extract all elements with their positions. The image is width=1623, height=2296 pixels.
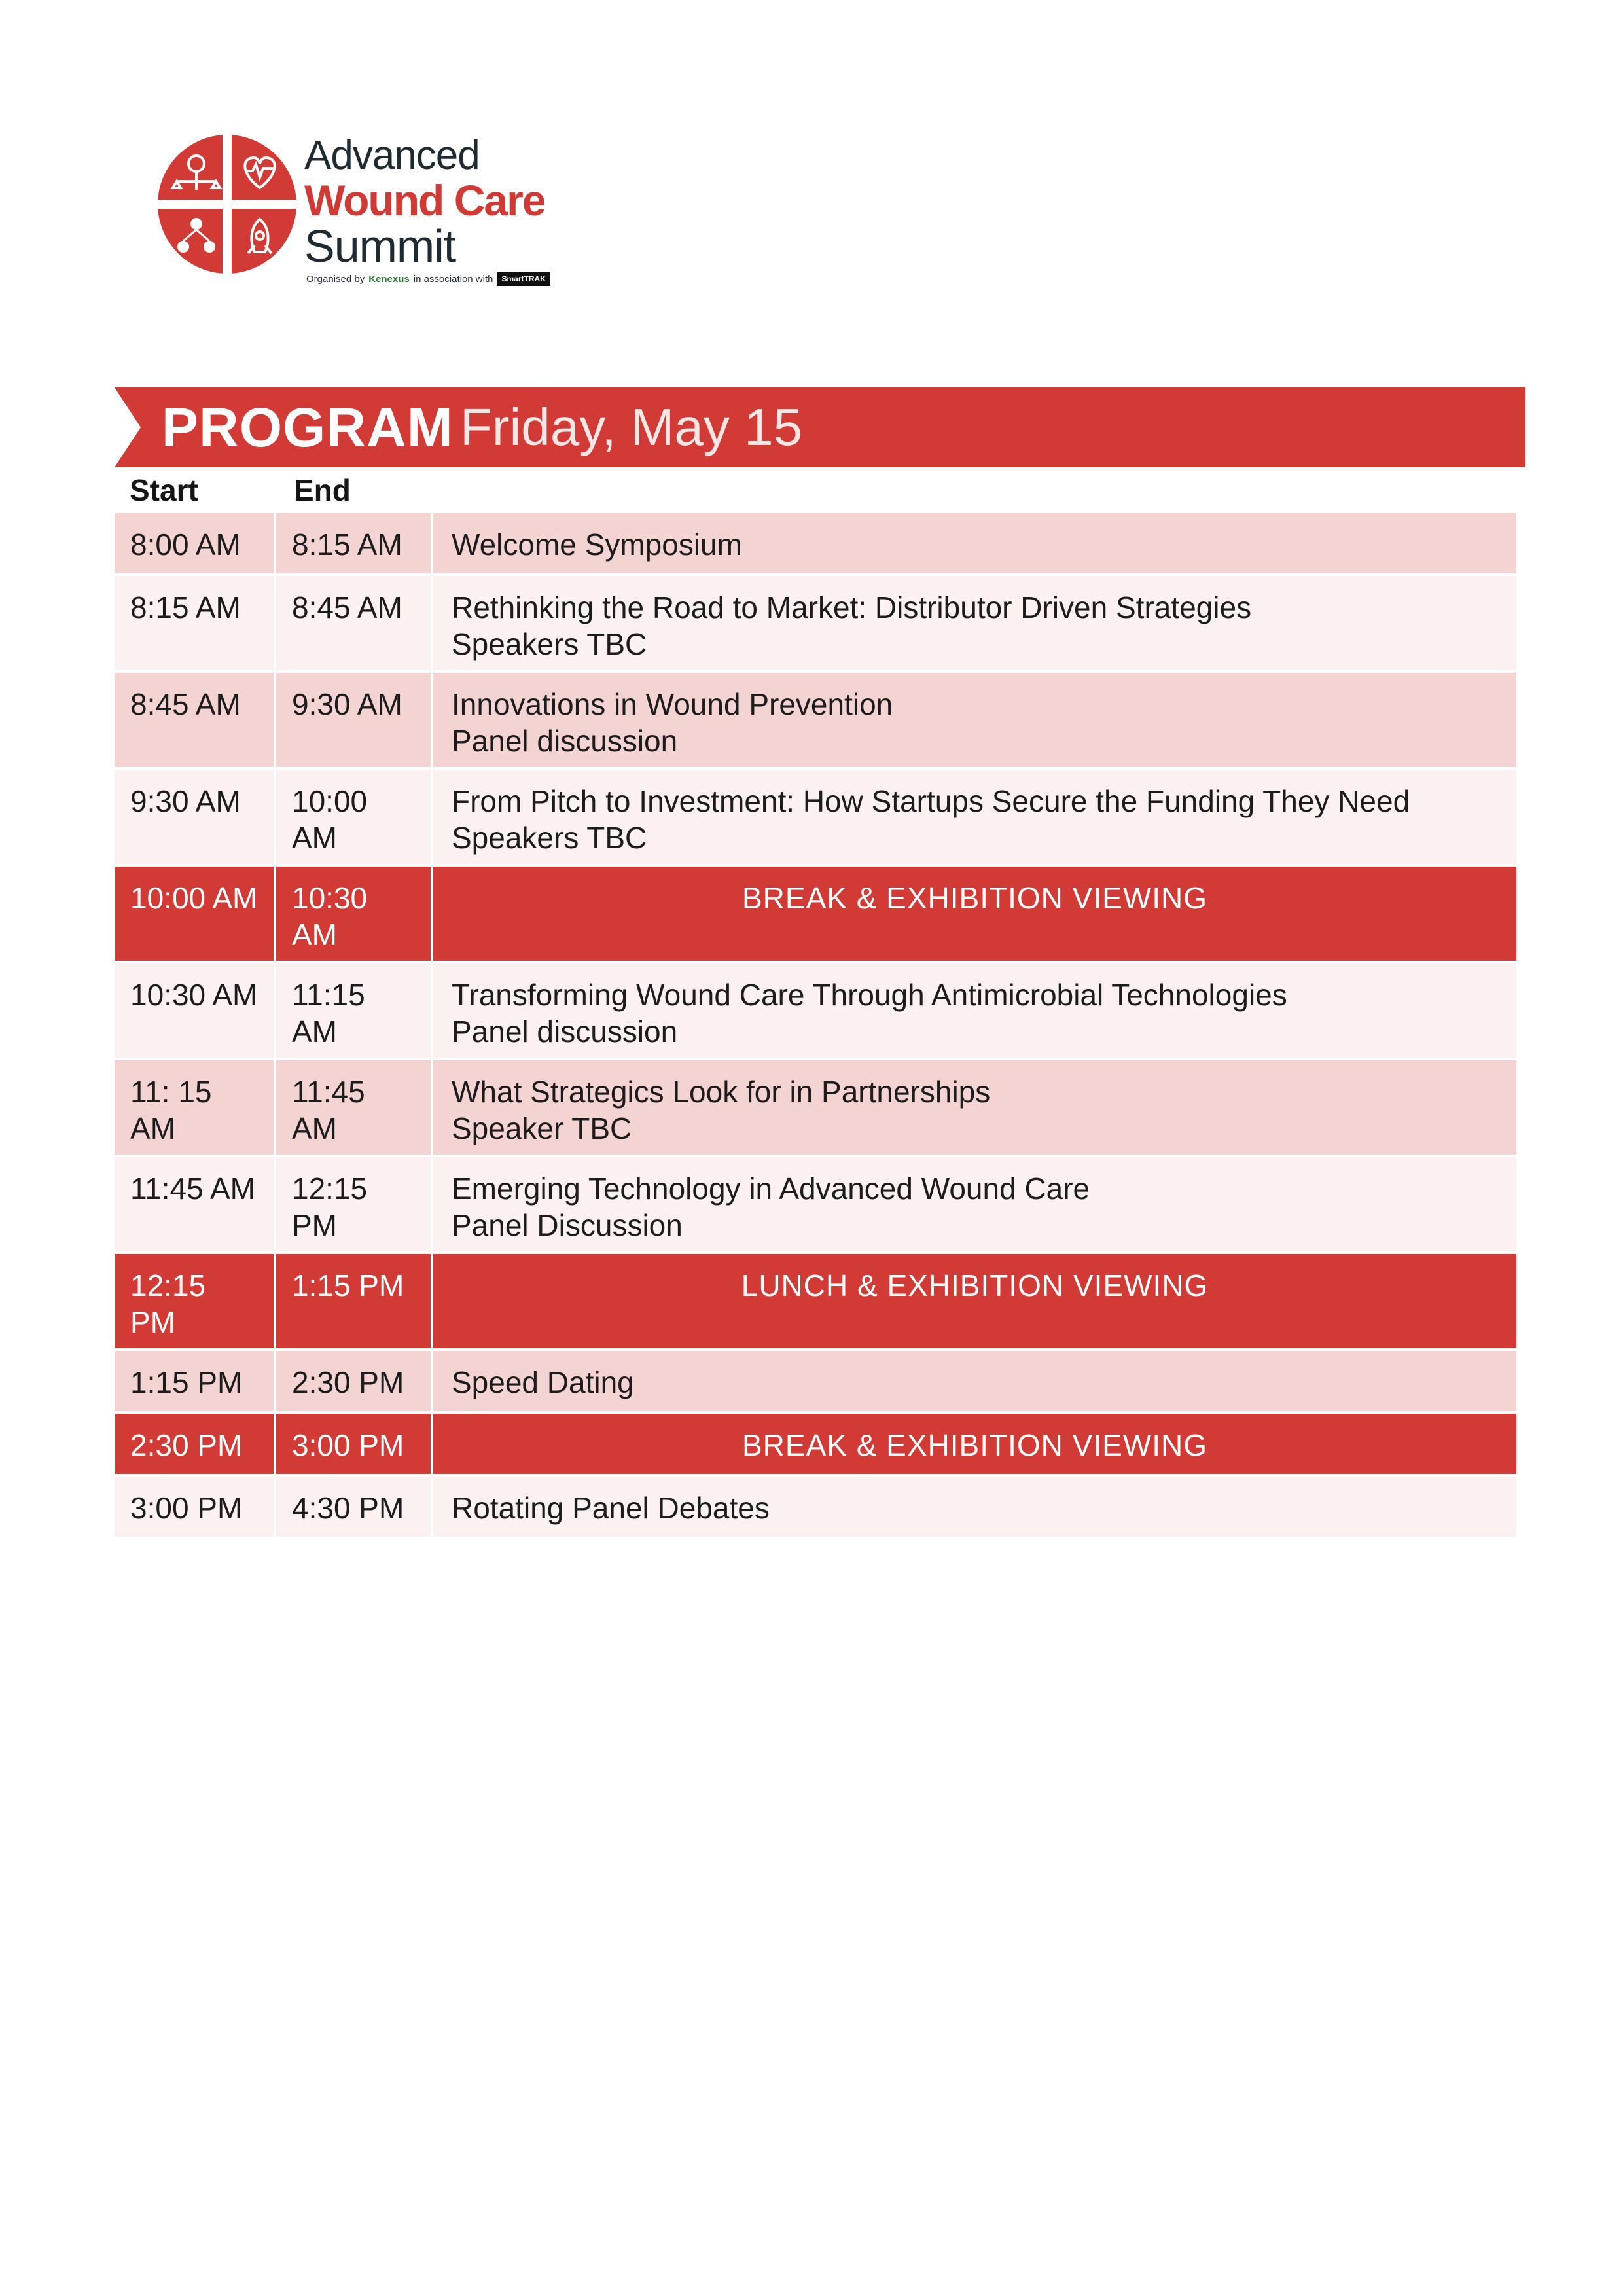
session-row <box>115 1060 1516 1155</box>
session-cell <box>433 1414 1516 1474</box>
session-row <box>115 1351 1516 1411</box>
start-time: 10:30 AM <box>115 963 274 1058</box>
end-time: 2:30 PM <box>276 1351 431 1411</box>
session-row <box>115 673 1516 767</box>
session-cell <box>433 867 1516 961</box>
break-row <box>115 1254 1516 1348</box>
session-title: Welcome Symposium <box>452 528 742 562</box>
end-time: 12:15 PM <box>276 1157 431 1251</box>
session-title: BREAK & EXHIBITION VIEWING <box>741 1428 1207 1462</box>
session-title: What Strategics Look for in Partnerships <box>452 1075 991 1109</box>
column-header-end: End <box>294 473 351 507</box>
session-cell <box>433 1477 1516 1537</box>
session-cell <box>433 1351 1516 1411</box>
end-time: 8:15 AM <box>276 513 431 573</box>
program-banner <box>115 387 1525 467</box>
session-subtitle: Speakers TBC <box>452 821 647 855</box>
session-row <box>115 576 1516 670</box>
logo-line-summit: Summit <box>304 221 456 272</box>
session-title: BREAK & EXHIBITION VIEWING <box>741 881 1207 915</box>
break-row <box>115 867 1516 961</box>
end-time: 9:30 AM <box>276 673 431 767</box>
start-time: 2:30 PM <box>115 1414 274 1474</box>
session-row <box>115 1157 1516 1251</box>
start-time: 3:00 PM <box>115 1477 274 1537</box>
session-cell <box>433 1254 1516 1348</box>
end-time: 10:30 AM <box>276 867 431 961</box>
end-time: 4:30 PM <box>276 1477 431 1537</box>
start-time: 8:00 AM <box>115 513 274 573</box>
session-title: Emerging Technology in Advanced Wound Care <box>452 1172 1090 1206</box>
end-time: 11:45 AM <box>276 1060 431 1155</box>
session-title: LUNCH & EXHIBITION VIEWING <box>741 1268 1209 1302</box>
association-label: in association with <box>413 273 493 285</box>
logo-line-advanced: Advanced <box>304 133 480 178</box>
session-title: From Pitch to Investment: How Startups Secure the Funding They Need <box>452 784 1410 818</box>
session-subtitle: Speaker TBC <box>452 1111 632 1145</box>
schedule-table <box>115 513 1516 1539</box>
program-date: Friday, May 15 <box>460 398 803 456</box>
session-subtitle: Panel discussion <box>452 724 678 758</box>
partner-logo: SmartTRAK <box>497 272 550 286</box>
start-time: 12:15 PM <box>115 1254 274 1348</box>
end-time: 3:00 PM <box>276 1414 431 1474</box>
start-time: 11:45 AM <box>115 1157 274 1251</box>
end-time: 1:15 PM <box>276 1254 431 1348</box>
session-subtitle: Panel discussion <box>452 1014 678 1049</box>
session-cell <box>433 576 1516 670</box>
session-cell <box>433 673 1516 767</box>
program-title: PROGRAM <box>162 397 454 458</box>
organiser-line <box>306 272 550 286</box>
session-title: Speed Dating <box>452 1365 634 1399</box>
end-time: 10:00 AM <box>276 770 431 864</box>
session-cell <box>433 963 1516 1058</box>
session-subtitle: Speakers TBC <box>452 627 647 661</box>
start-time: 9:30 AM <box>115 770 274 864</box>
session-title: Rotating Panel Debates <box>452 1491 770 1525</box>
session-cell <box>433 1157 1516 1251</box>
logo-line-wound-care: Wound Care <box>304 176 545 224</box>
session-title: Transforming Wound Care Through Antimicrobial Technologies <box>452 978 1287 1012</box>
summit-logo-mark <box>157 134 298 275</box>
session-row <box>115 770 1516 864</box>
summit-wordmark <box>304 133 605 272</box>
start-time: 8:15 AM <box>115 576 274 670</box>
session-subtitle: Panel Discussion <box>452 1208 683 1242</box>
session-cell <box>433 1060 1516 1155</box>
summit-logo <box>157 134 602 298</box>
session-cell <box>433 513 1516 573</box>
organiser-name: Kenexus <box>368 273 410 285</box>
banner-arrow-notch <box>115 387 141 467</box>
session-row <box>115 963 1516 1058</box>
session-title: Innovations in Wound Prevention <box>452 687 893 721</box>
end-time: 11:15 AM <box>276 963 431 1058</box>
start-time: 10:00 AM <box>115 867 274 961</box>
session-cell <box>433 770 1516 864</box>
start-time: 11: 15 AM <box>115 1060 274 1155</box>
start-time: 1:15 PM <box>115 1351 274 1411</box>
break-row <box>115 1414 1516 1474</box>
session-row <box>115 513 1516 573</box>
start-time: 8:45 AM <box>115 673 274 767</box>
session-row <box>115 1477 1516 1537</box>
end-time: 8:45 AM <box>276 576 431 670</box>
organised-by-label: Organised by <box>306 273 365 285</box>
column-header-start: Start <box>130 473 198 507</box>
session-title: Rethinking the Road to Market: Distributor Driven Strategies <box>452 590 1252 624</box>
